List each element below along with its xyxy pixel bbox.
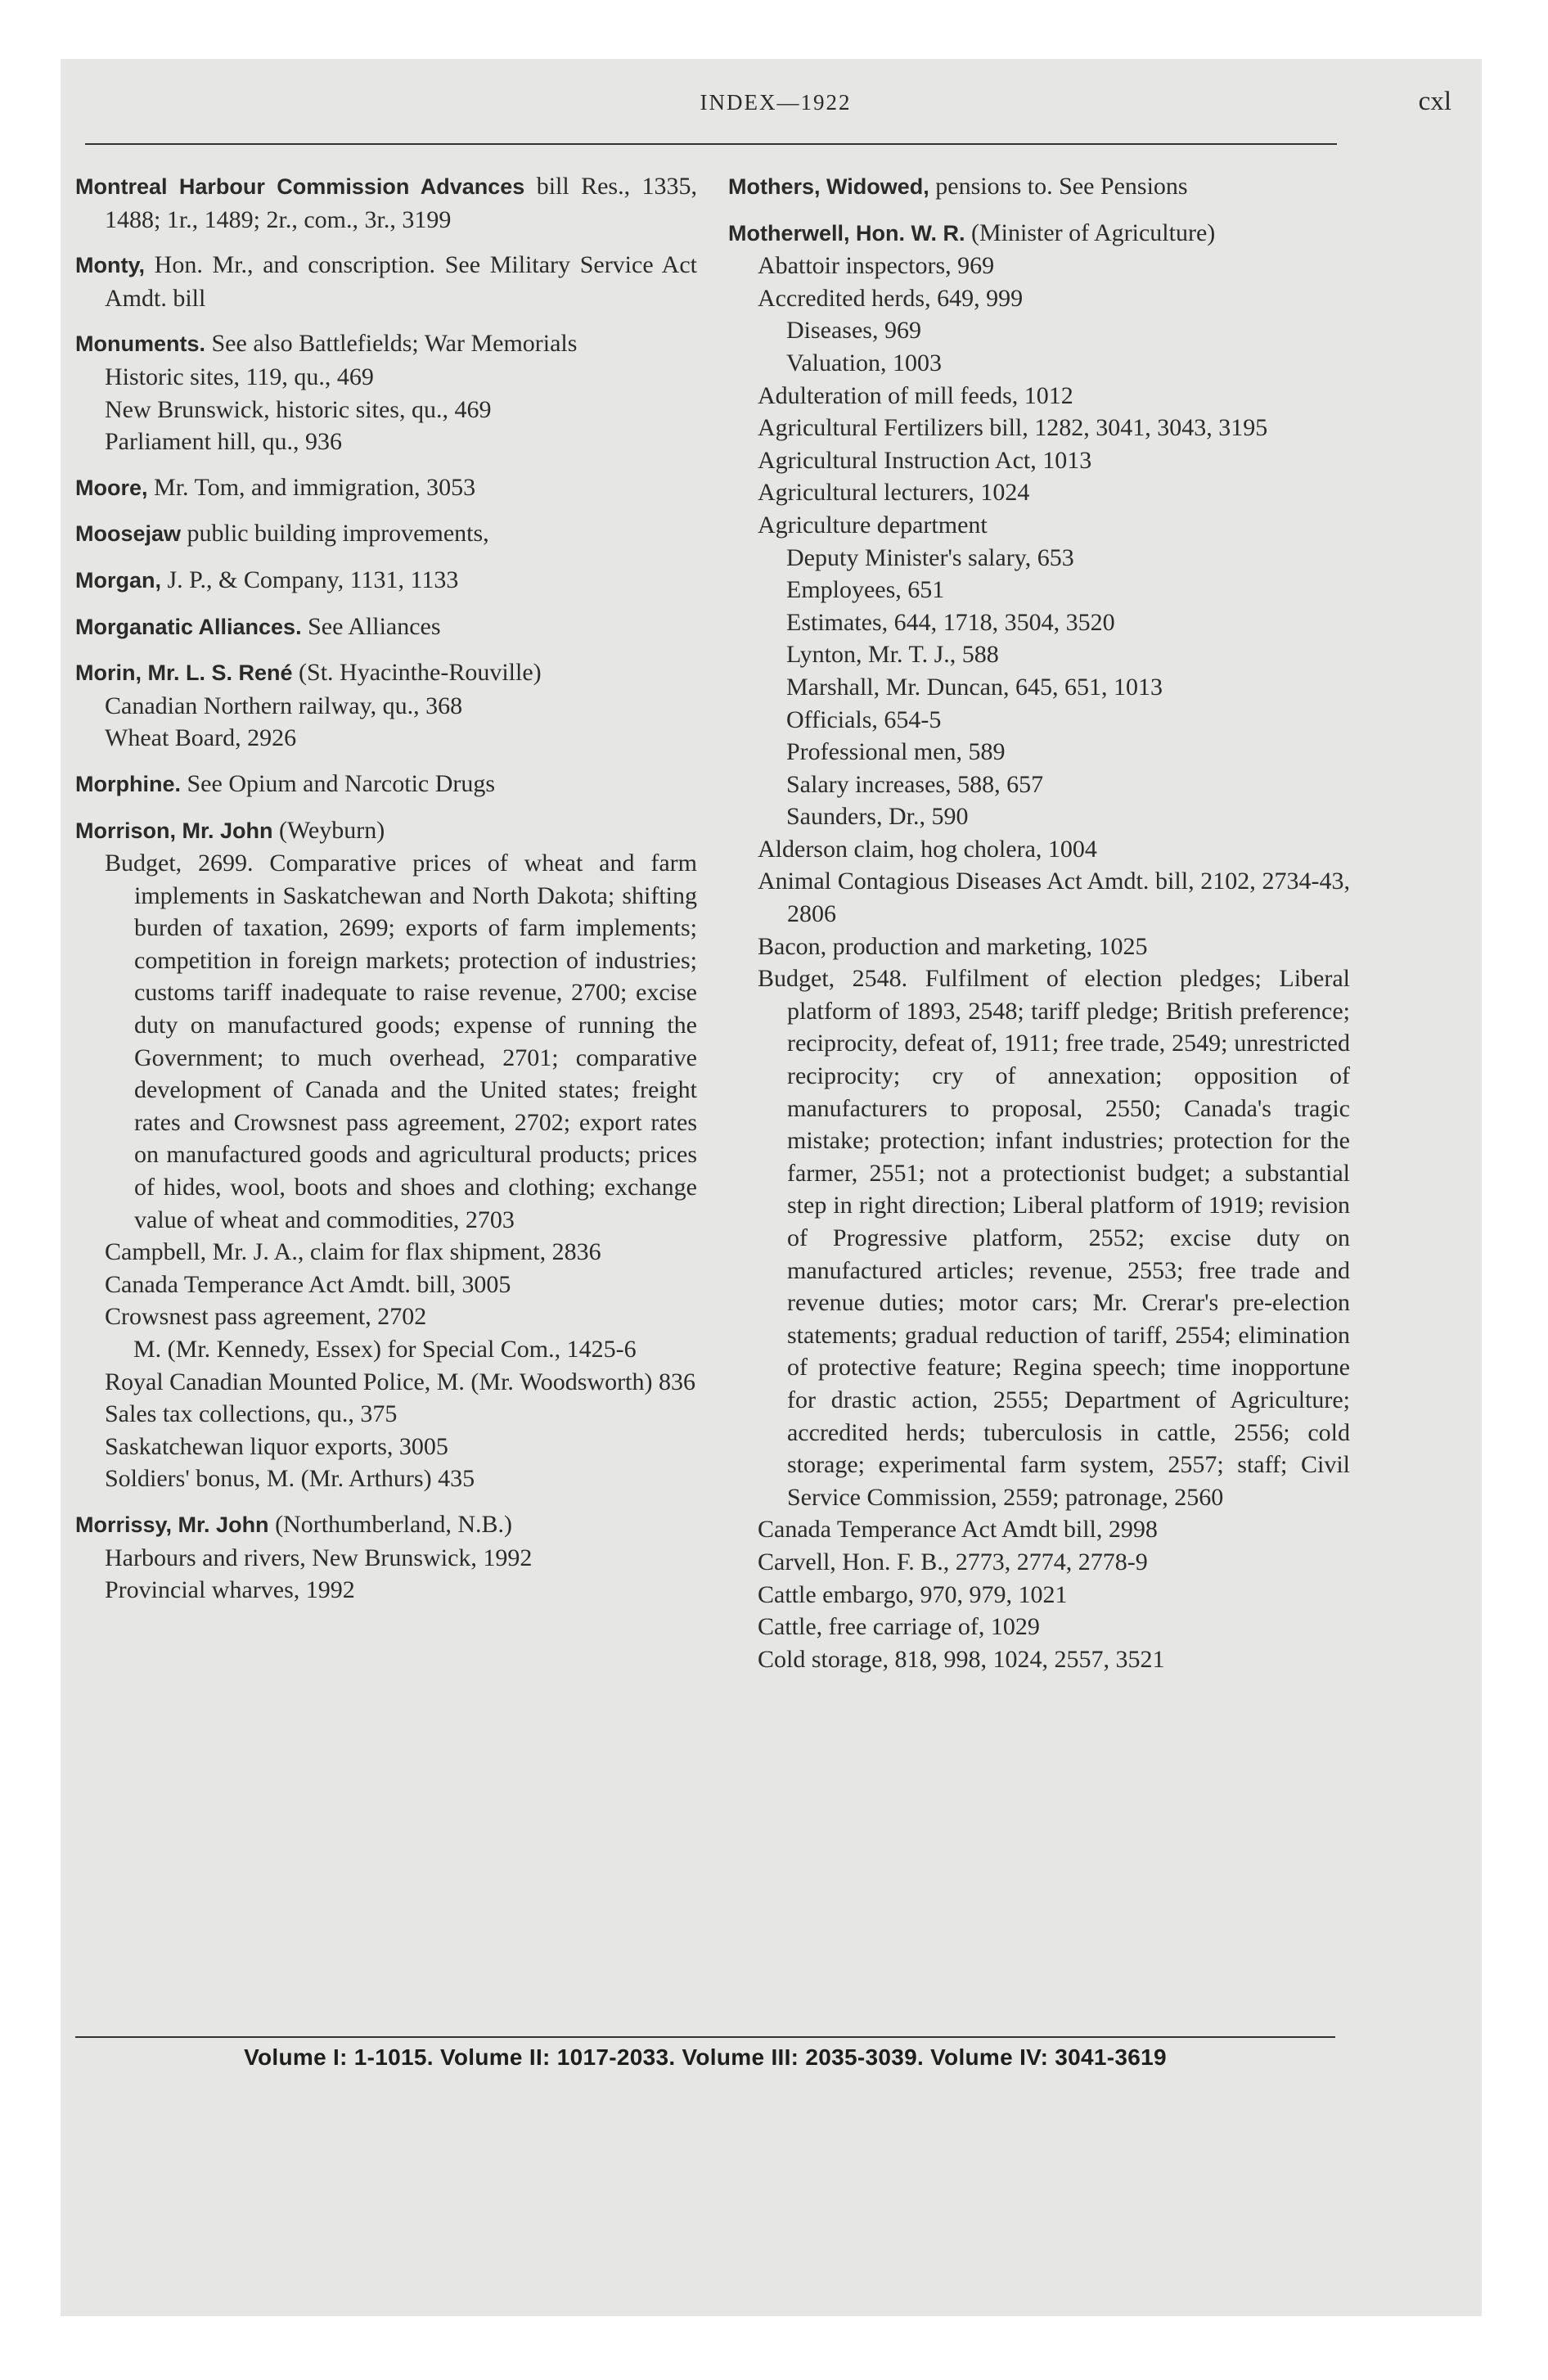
subentry: Agricultural Instruction Act, 1013 — [758, 446, 1092, 474]
entry-heading: Mothers, Widowed, — [728, 174, 929, 199]
subentry: Saskatchewan liquor exports, 3005 — [105, 1432, 448, 1460]
subentry: Animal Contagious Diseases Act Amdt. bill, 2102, 2734-43, 2806 — [758, 868, 1350, 928]
entry-heading: Morgan, — [75, 567, 161, 593]
subentry: Cattle, free carriage of, 1029 — [758, 1613, 1040, 1641]
subentry: Soldiers' bonus, M. (Mr. Arthurs) 435 — [105, 1465, 475, 1493]
subentry: Alderson claim, hog cholera, 1004 — [758, 835, 1097, 863]
index-entry-morganatic — [75, 611, 697, 644]
entry-text: See Opium and Narcotic Drugs — [181, 769, 496, 797]
subentry-nested: Estimates, 644, 1718, 3504, 3520 — [786, 608, 1115, 636]
index-entry-moore — [75, 471, 697, 505]
subentry: Abattoir inspectors, 969 — [758, 252, 995, 280]
subentry: Bacon, production and marketing, 1025 — [758, 932, 1148, 960]
subentry-nested: Marshall, Mr. Duncan, 645, 651, 1013 — [786, 673, 1163, 701]
index-entry-morin — [75, 656, 697, 755]
entry-text: pensions to. See Pensions — [929, 173, 1188, 200]
index-entry-morgan — [75, 564, 697, 597]
volume-footer: Volume I: 1-1015. Volume II: 1017-2033. Volume III: 2035-3039. Volume IV: 3041-3619 — [244, 2044, 1167, 2070]
index-entry-montreal — [75, 170, 697, 236]
subentry: Adulteration of mill feeds, 1012 — [758, 381, 1073, 409]
subentry: Royal Canadian Mounted Police, M. (Mr. Woodsworth) 836 — [105, 1368, 695, 1395]
subentry: Wheat Board, 2926 — [105, 724, 297, 752]
entry-heading: Morrison, Mr. John — [75, 818, 273, 843]
entry-text: (Northumberland, N.B.) — [268, 1510, 512, 1538]
index-entry-motherwell — [728, 217, 1350, 1676]
index-entry-mothers — [728, 170, 1350, 204]
subentry: Canadian Northern railway, qu., 368 — [105, 692, 463, 719]
entry-heading: Montreal Harbour Commission Advances — [75, 174, 525, 199]
entry-head-line — [728, 217, 1350, 250]
entry-text: (St. Hyacinthe-Rouville) — [292, 659, 542, 687]
entry-text: (Minister of Agriculture) — [965, 219, 1216, 246]
subentry: Cattle embargo, 970, 979, 1021 — [758, 1580, 1068, 1608]
subentry: Parliament hill, qu., 936 — [105, 428, 342, 456]
subentry-nested: Saunders, Dr., 590 — [786, 803, 969, 831]
entry-text: J. P., & Company, 1131, 1133 — [161, 566, 459, 593]
entry-heading: Morphine. — [75, 771, 181, 796]
subentry-nested: Lynton, Mr. T. J., 588 — [786, 641, 999, 669]
entry-head-line — [75, 814, 697, 848]
entry-text: Hon. Mr., and conscription. See Military Service Act Amdt. bill — [105, 251, 697, 312]
index-entry-morrissy — [75, 1508, 697, 1607]
top-rule — [85, 143, 1337, 145]
subentry: Crowsnest pass agreement, 2702 — [105, 1303, 427, 1331]
index-entry-moosejaw — [75, 517, 697, 551]
entry-heading: Morin, Mr. L. S. René — [75, 660, 293, 686]
subentry-nested: Deputy Minister's salary, 653 — [786, 543, 1074, 571]
left-column — [75, 170, 697, 1620]
subentry-budget: Budget, 2699. Comparative prices of wheat and farm implements in Saskatchewan and North Dakota; shifting burden of taxation, 2699; exports of farm implements; competition in foreign markets; protection of industries; customs tariff inadequate to raise revenue, 2700; excise duty on manufactured goods; expense of running the Government; to much overhead, 2701; comparative development of Canada and the United states; freight rates and Crowsnest pass agreement, 2702; export rates on manufactured goods and agricultural products; prices of hides, wool, boots and shoes and clothing; exchange value of wheat and commodities, 2703 — [105, 850, 697, 1233]
subentry: Agricultural Fertilizers bill, 1282, 3041, 3043, 3195 — [758, 414, 1268, 442]
running-header — [85, 87, 1466, 119]
entry-heading: Morganatic Alliances. — [75, 614, 302, 639]
subentry: Cold storage, 818, 998, 1024, 2557, 3521 — [758, 1645, 1165, 1673]
page-number: cxl — [1418, 87, 1451, 116]
entry-heading: Moore, — [75, 475, 148, 500]
subentry: Carvell, Hon. F. B., 2773, 2774, 2778-9 — [758, 1548, 1148, 1575]
subentry-nested: Diseases, 969 — [786, 317, 921, 345]
subentry-nested: Professional men, 589 — [786, 738, 1006, 766]
subentry: Canada Temperance Act Amdt bill, 2998 — [758, 1516, 1158, 1544]
subentry: Harbours and rivers, New Brunswick, 1992 — [105, 1544, 533, 1571]
subentry: Accredited herds, 649, 999 — [758, 284, 1024, 312]
index-entry-monuments — [75, 327, 697, 458]
subentry: Agriculture department — [758, 511, 988, 539]
entry-text: public building improvements, — [181, 520, 489, 548]
entry-text: (Weyburn) — [272, 816, 385, 844]
index-entry-morrison — [75, 814, 697, 1495]
subentry-nested: Officials, 654-5 — [786, 705, 942, 733]
entry-text: See Alliances — [301, 612, 441, 640]
subentry-nested: Salary increases, 588, 657 — [786, 770, 1044, 798]
bottom-rule — [75, 2036, 1335, 2038]
subentry: New Brunswick, historic sites, qu., 469 — [105, 395, 492, 423]
subentry: Sales tax collections, qu., 375 — [105, 1400, 398, 1428]
entry-text: Mr. Tom, and immigration, 3053 — [147, 473, 476, 501]
subentry: Campbell, Mr. J. A., claim for flax shipment, 2836 — [105, 1238, 601, 1266]
entry-head-line — [75, 327, 697, 361]
entry-heading: Monuments. — [75, 331, 205, 357]
index-entry-morphine — [75, 768, 697, 801]
header-title: INDEX—1922 — [700, 90, 852, 115]
subentry: Historic sites, 119, qu., 469 — [105, 363, 374, 390]
subentry-budget: Budget, 2548. Fulfilment of election pledges; Liberal platform of 1893, 2548; tariff pledge; British preference; reciprocity, defeat of, 1911; free trade, 2549; unrestricted reciprocity; cry of annexation; opposition of manufacturers to proposal, 2550; Canada's tragic mistake; protection; infant industries; protection for the farmer, 2551; not a protectionist budget; a substantial step in right direction; Liberal platform of 1919; revision of Progressive platform, 2552; excise duty on manufactured articles; revenue, 2553; free trade and revenue duties; motor cars; Mr. Crerar's pre-election statements; gradual reduction of tariff, 2554; elimination of protective feature; Regina speech; time inopportune for drastic action, 2555; Department of Agriculture; accredited herds; tuberculosis in cattle, 2556; cold storage; experimental farm system, 2557; staff; Civil Service Commission, 2559; patronage, 2560 — [758, 965, 1350, 1511]
subentry: Provincial wharves, 1992 — [105, 1576, 355, 1604]
entry-head-line — [75, 1508, 697, 1542]
entry-text: bill Res., 1335, 1488; 1r., 1489; 2r., com., 3r., 3199 — [105, 173, 697, 233]
entry-heading: Moosejaw — [75, 521, 182, 547]
subentry-nested: Valuation, 1003 — [786, 349, 942, 376]
right-column — [728, 170, 1350, 1688]
subentry-nested: Employees, 651 — [786, 576, 945, 604]
entry-text: See also Battlefields; War Memorials — [205, 330, 578, 358]
subentry: Canada Temperance Act Amdt. bill, 3005 — [105, 1270, 511, 1298]
subentry: Agricultural lecturers, 1024 — [758, 479, 1030, 507]
index-entry-monty — [75, 249, 697, 314]
entry-heading: Morrissy, Mr. John — [75, 1512, 269, 1537]
entry-heading: Motherwell, Hon. W. R. — [728, 220, 965, 246]
entry-heading: Monty, — [75, 253, 145, 278]
subentry-nested: M. (Mr. Kennedy, Essex) for Special Com., 1425-6 — [133, 1336, 637, 1363]
entry-head-line — [75, 656, 697, 690]
